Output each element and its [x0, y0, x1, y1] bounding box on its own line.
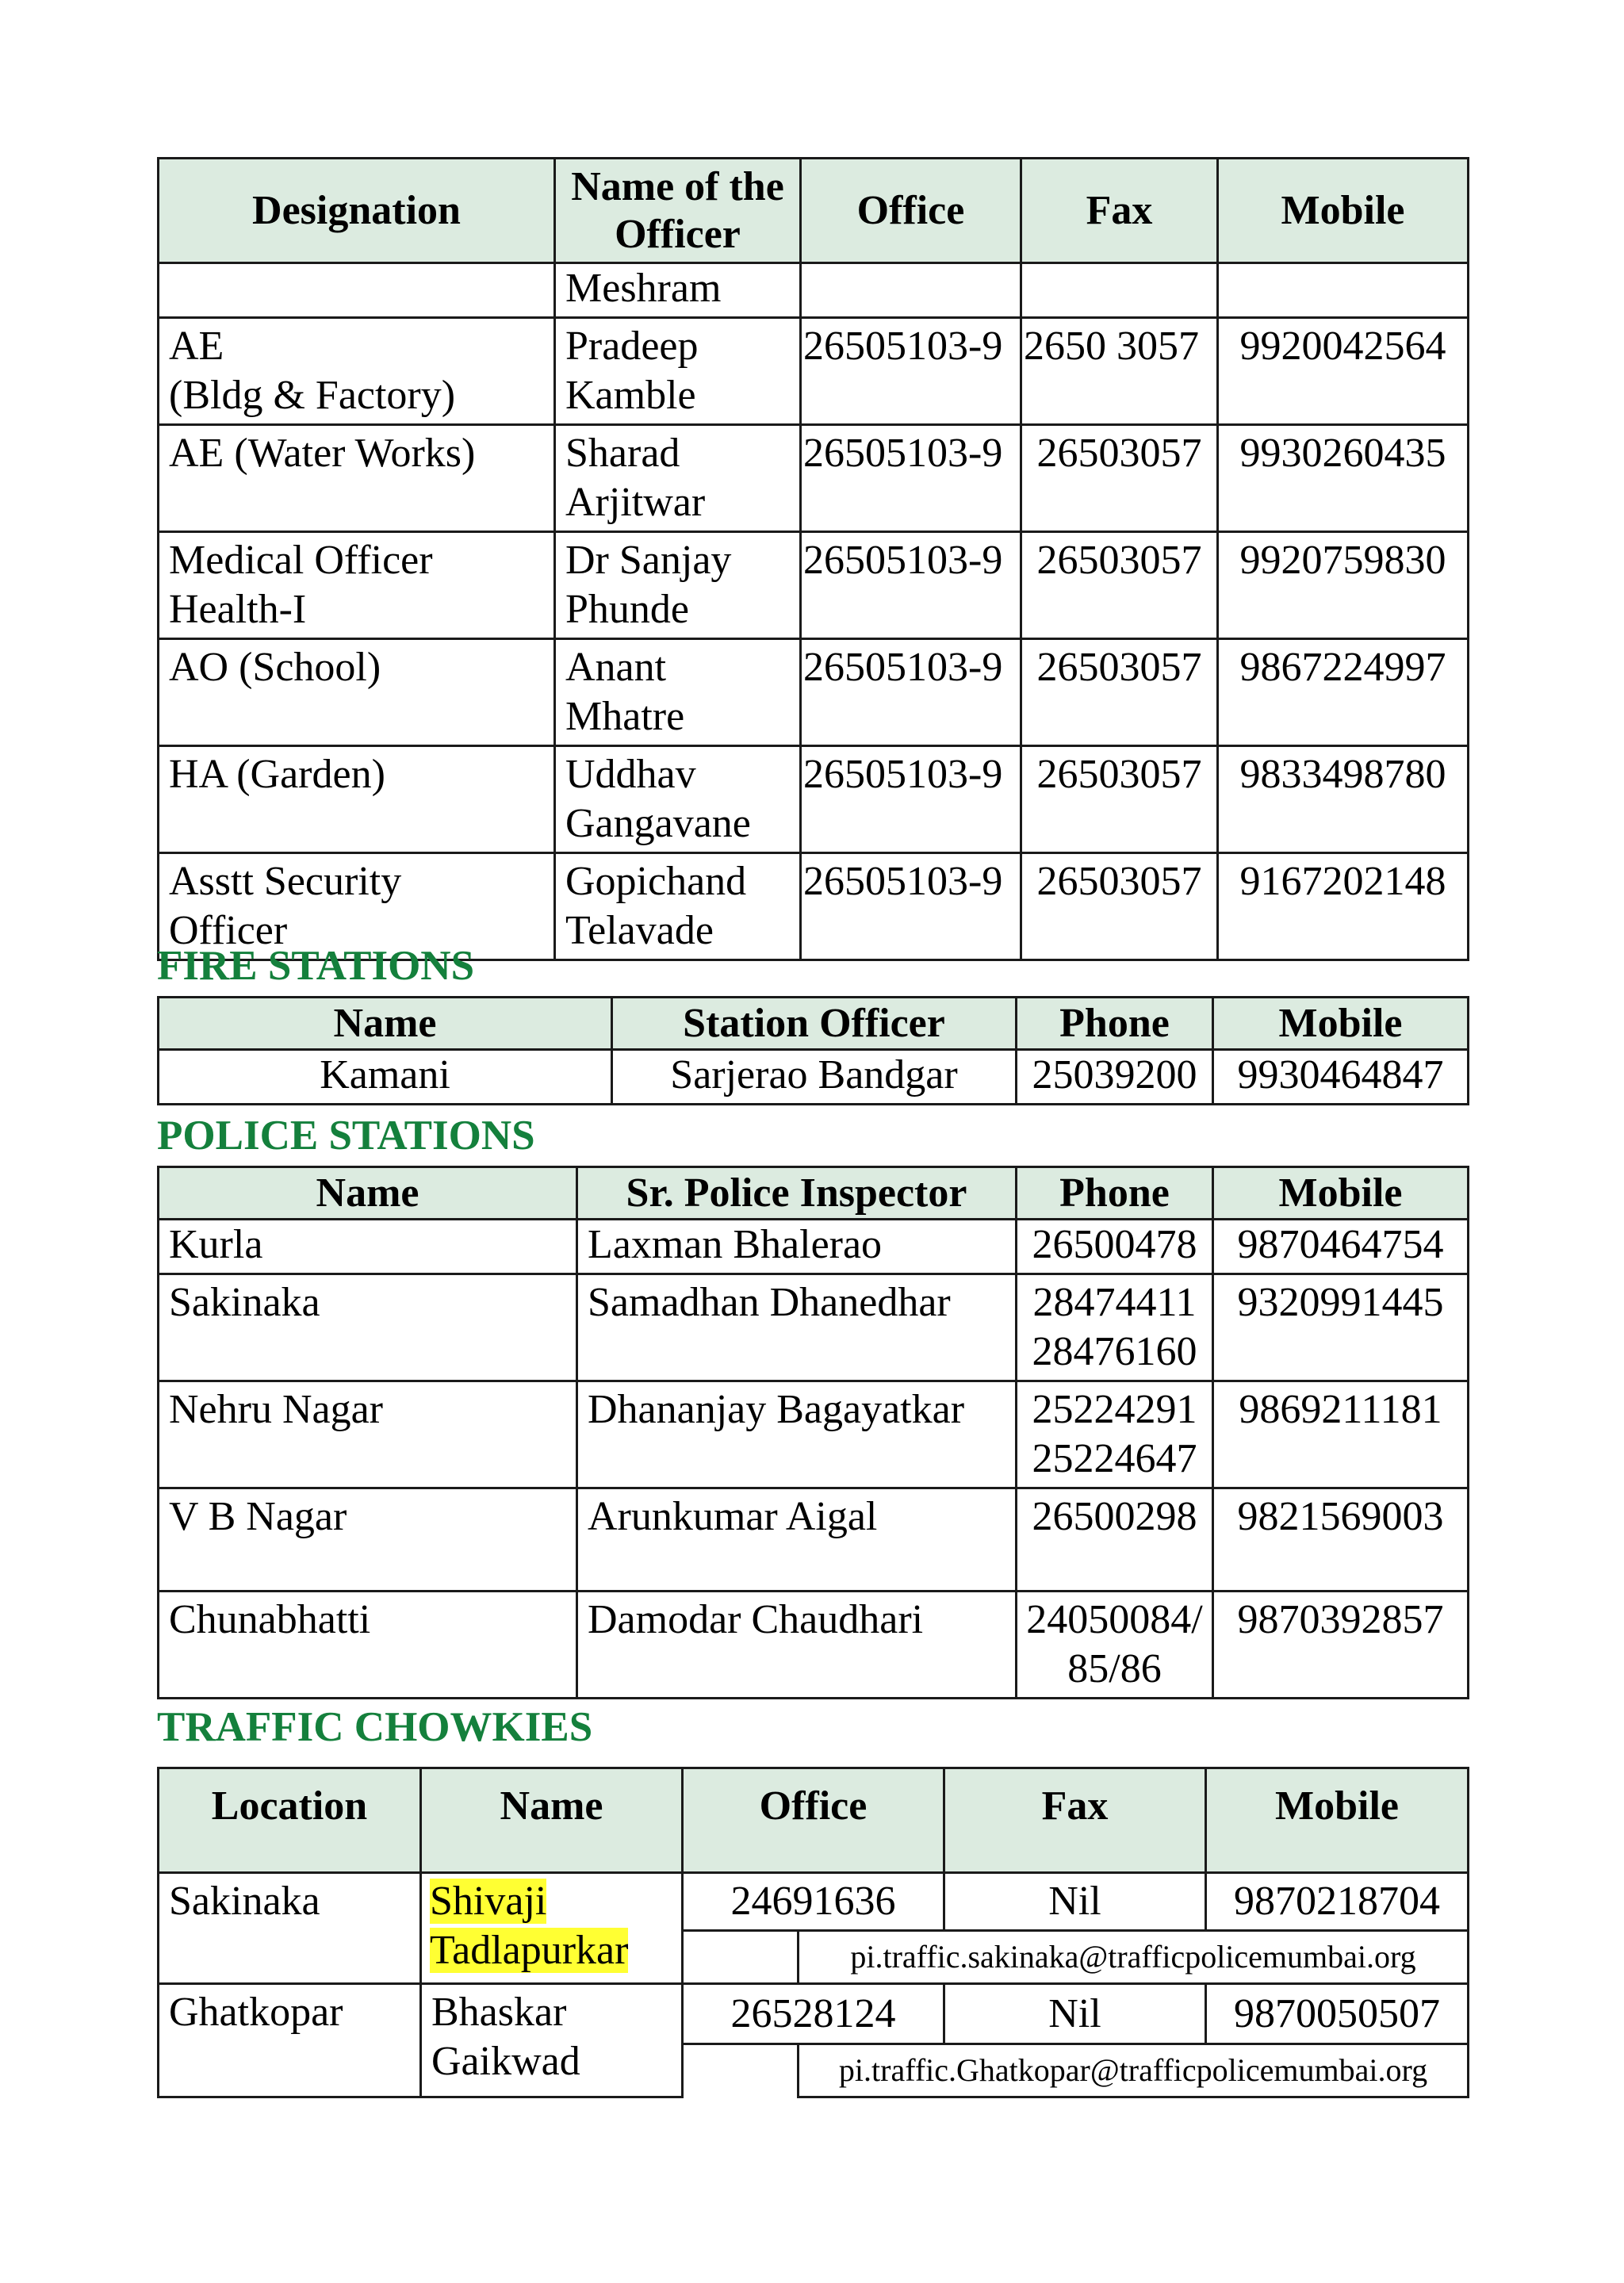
table-row [159, 1381, 1469, 1488]
mobile-cell: 9870392857 [1213, 1592, 1469, 1699]
header-name: Name [159, 1167, 577, 1220]
location-cell: Ghatkopar [159, 1984, 421, 2097]
header-name: Name [159, 998, 612, 1050]
header-mobile: Mobile [1206, 1768, 1469, 1873]
fax-cell: 26503057 [1021, 639, 1218, 746]
mobile-cell [1218, 263, 1469, 318]
header-mobile: Mobile [1213, 1167, 1469, 1220]
fire-header-row [159, 998, 1469, 1050]
phone-cell: 24050084/ 85/86 [1017, 1592, 1213, 1699]
designation-cell: Asstt Security Officer [159, 853, 555, 960]
designation-cell: AE (Water Works) [159, 425, 555, 532]
office-cell: 26505103-9 [801, 639, 1021, 746]
officer-name-cell: Dr Sanjay Phunde [555, 532, 801, 639]
phone-cell: 26500478 [1017, 1220, 1213, 1274]
mobile-cell: 9867224997 [1218, 639, 1469, 746]
header-mobile: Mobile [1218, 159, 1469, 263]
phone-cell: 25224291 25224647 [1017, 1381, 1213, 1488]
station-name-cell: Kurla [159, 1220, 577, 1274]
fax-cell: 26503057 [1021, 853, 1218, 960]
police-header-row [159, 1167, 1469, 1220]
mobile-cell: 9869211181 [1213, 1381, 1469, 1488]
station-name-cell: Chunabhatti [159, 1592, 577, 1699]
station-officer-cell: Sarjerao Bandgar [612, 1050, 1017, 1105]
table-row [159, 746, 1469, 853]
header-station-officer: Station Officer [612, 998, 1017, 1050]
officer-name-cell: Uddhav Gangavane [555, 746, 801, 853]
police-stations-title: POLICE STATIONS [157, 1113, 535, 1159]
fax-cell: 26503057 [1021, 425, 1218, 532]
traffic-header-row [159, 1768, 1469, 1873]
station-name-cell: Nehru Nagar [159, 1381, 577, 1488]
fax-cell: Nil [944, 1873, 1206, 1931]
header-name: Name [421, 1768, 683, 1873]
office-cell: 26505103-9 [801, 746, 1021, 853]
mobile-cell: 9870218704 [1206, 1873, 1469, 1931]
inspector-cell: Damodar Chaudhari [577, 1592, 1017, 1699]
mobile-cell: 9930464847 [1213, 1050, 1469, 1105]
table-row [159, 1220, 1469, 1274]
fax-cell: 26503057 [1021, 532, 1218, 639]
table-row [159, 1984, 1469, 2044]
fire-stations-table [157, 996, 1469, 1105]
designation-cell [159, 263, 555, 318]
office-cell [801, 263, 1021, 318]
officer-name-cell: Gopichand Telavade [555, 853, 801, 960]
phone-cell: 26500298 [1017, 1488, 1213, 1592]
table-row [159, 1592, 1469, 1699]
officers-header-row [159, 159, 1469, 263]
station-name-cell: Kamani [159, 1050, 612, 1105]
table-row [159, 425, 1469, 532]
inspector-cell: Dhananjay Bagayatkar [577, 1381, 1017, 1488]
station-name-cell: Sakinaka [159, 1274, 577, 1381]
office-cell: 24691636 [683, 1873, 944, 1931]
mobile-cell: 9920759830 [1218, 532, 1469, 639]
table-row [159, 1488, 1469, 1592]
header-phone: Phone [1017, 998, 1213, 1050]
phone-cell: 28474411 28476160 [1017, 1274, 1213, 1381]
mobile-cell: 9920042564 [1218, 318, 1469, 425]
mobile-cell: 9930260435 [1218, 425, 1469, 532]
office-cell: 26505103-9 [801, 532, 1021, 639]
table-row [159, 639, 1469, 746]
header-office: Office [801, 159, 1021, 263]
office-cell: 26505103-9 [801, 853, 1021, 960]
name-cell: Bhaskar Gaikwad [421, 1984, 683, 2097]
table-row [159, 1274, 1469, 1381]
header-fax: Fax [1021, 159, 1218, 263]
header-mobile: Mobile [1213, 998, 1469, 1050]
header-designation: Designation [159, 159, 555, 263]
table-row [159, 1873, 1469, 1931]
officer-name-cell: Sharad Arjitwar [555, 425, 801, 532]
police-stations-table [157, 1166, 1469, 1699]
mobile-cell: 9167202148 [1218, 853, 1469, 960]
empty-cell [683, 1931, 799, 1984]
inspector-cell: Samadhan Dhanedhar [577, 1274, 1017, 1381]
fax-cell: 2650 3057 [1021, 318, 1218, 425]
fax-cell [1021, 263, 1218, 318]
mobile-cell: 9870050507 [1206, 1984, 1469, 2044]
header-officer-name: Name of the Officer [555, 159, 801, 263]
fax-cell: Nil [944, 1984, 1206, 2044]
email-cell[interactable]: pi.traffic.Ghatkopar@trafficpolicemumbai.org [799, 2044, 1469, 2097]
phone-cell: 25039200 [1017, 1050, 1213, 1105]
location-cell: Sakinaka [159, 1873, 421, 1984]
inspector-cell: Arunkumar Aigal [577, 1488, 1017, 1592]
fire-stations-title: FIRE STATIONS [157, 943, 475, 989]
table-row [159, 318, 1469, 425]
designation-cell: AE (Bldg & Factory) [159, 318, 555, 425]
designation-cell: AO (School) [159, 639, 555, 746]
mobile-cell: 9870464754 [1213, 1220, 1469, 1274]
table-row [159, 532, 1469, 639]
designation-cell: HA (Garden) [159, 746, 555, 853]
officer-name-cell: Meshram [555, 263, 801, 318]
officer-name-cell: Pradeep Kamble [555, 318, 801, 425]
table-row [159, 1050, 1469, 1105]
office-cell: 26528124 [683, 1984, 944, 2044]
mobile-cell: 9821569003 [1213, 1488, 1469, 1592]
designation-cell: Medical Officer Health-I [159, 532, 555, 639]
office-cell: 26505103-9 [801, 425, 1021, 532]
header-inspector: Sr. Police Inspector [577, 1167, 1017, 1220]
traffic-chowkies-table [157, 1767, 1469, 2098]
header-office: Office [683, 1768, 944, 1873]
email-cell[interactable]: pi.traffic.sakinaka@trafficpolicemumbai.org [799, 1931, 1469, 1984]
traffic-chowkies-title: TRAFFIC CHOWKIES [157, 1704, 593, 1750]
name-cell [421, 1873, 683, 1984]
header-fax: Fax [944, 1768, 1206, 1873]
table-row [159, 263, 1469, 318]
highlighted-name: Shivaji Tadlapurkar [430, 1879, 629, 1973]
mobile-cell: 9320991445 [1213, 1274, 1469, 1381]
inspector-cell: Laxman Bhalerao [577, 1220, 1017, 1274]
officer-name-cell: Anant Mhatre [555, 639, 801, 746]
header-location: Location [159, 1768, 421, 1873]
office-cell: 26505103-9 [801, 318, 1021, 425]
empty-cell [683, 2044, 799, 2097]
fax-cell: 26503057 [1021, 746, 1218, 853]
mobile-cell: 9833498780 [1218, 746, 1469, 853]
officers-table [157, 157, 1469, 961]
header-phone: Phone [1017, 1167, 1213, 1220]
station-name-cell: V B Nagar [159, 1488, 577, 1592]
